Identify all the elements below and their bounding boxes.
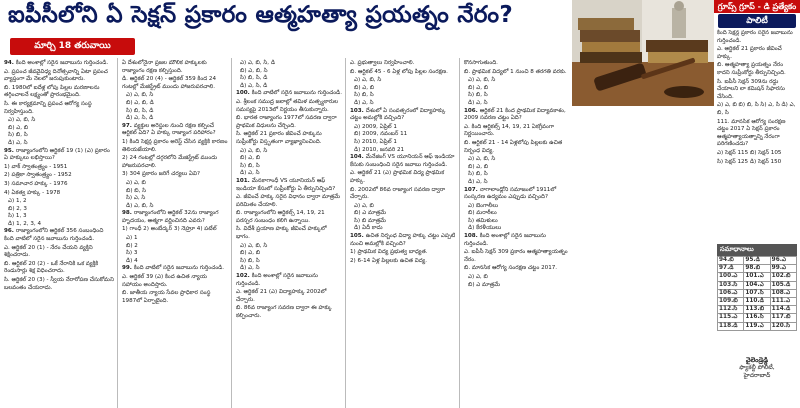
answer-cell: 115.ఎ (718, 314, 744, 322)
question-number: 105. (350, 233, 366, 240)
statement: 2) పత్రికా స్వాతంత్ర్యం - 1952 (4, 172, 72, 179)
answer-cell: 102.బి (770, 273, 796, 281)
question-text: ఉచిత నిర్బంధ విద్యా హక్కు చట్టం ఎప్పటి నుంచి అమల్లోకి వచ్చింది? (350, 233, 456, 247)
statement: ఎ. ఆర్టికల్ 39 (ఎ) కింద ఉచిత న్యాయ సహాయం అందిస్తారు. (122, 274, 207, 288)
question-text: రాజ్యాంగంలోని ఆర్టికల్ 356 సంబంధించి కింది వాటిలో సరైన జవాబును గుర్తించండి. (4, 228, 104, 243)
gavel-books-photo (572, 0, 714, 106)
right-sidebar (714, 0, 800, 408)
question-text: కింది వాటిలో సరైన జవాబును గుర్తించండి. (251, 90, 342, 97)
question (4, 228, 114, 243)
statement: సి. ఆర్టికల్ 21 ప్రకారం జీవించే హక్కును సుప్రీంకోర్టు విస్తృతంగా వ్యాఖ్యానించింది. (236, 131, 322, 145)
question-number: 106. (464, 107, 480, 114)
answer-cell: 103.సి (718, 281, 744, 289)
statement: బి. రాజ్యాంగంలోని ఆర్టికల్స్ 14, 19, 21 పరస్పర సంబంధం కలిగి ఉన్నాయి. (236, 210, 325, 224)
statement: సి. ఆర్టికల్ 20 (3) - స్వీయ నేరారోపణ చేసుకోమని బలవంతం చేయరాదు. (4, 277, 114, 291)
statement: ఎ. శ్రీలంక సముద్ర జలాల్లో తమిళ మత్స్యకారుల సమస్యపై 2013లో నిర్ణయం తీసుకున్నారు. (236, 98, 339, 113)
answer-cell: 98.బి (744, 265, 770, 273)
answer-option: సి) బి, సి (240, 257, 260, 264)
statement: బి. మానసిక ఆరోగ్య సంరక్షణ చట్టం 2017. (464, 265, 558, 272)
answer-cell: 104.ఎ (744, 281, 770, 289)
answer-option: డి) ఎ, సి (8, 139, 28, 146)
answer-option: బి) ఎ మాత్రమే (468, 281, 501, 288)
answer-option: బి) ఎ, బి (468, 84, 489, 91)
question-number: 104. (350, 154, 366, 161)
answer-option: ఎ) ఎ, బి (354, 202, 374, 209)
page-headline: ఐపీసీలోని ఏ సెక్షన్ ప్రకారం ఆత్మహత్యా ప్రయత్నం నేరం? (8, 2, 514, 28)
answer-option: బి) 2 (126, 242, 138, 249)
answer-option: సి) బి, సి (354, 92, 374, 99)
question-text: నాగాలాండ్లోని సమాజంలో 1911లో సంస్కరణ ఉద్యమం ఎప్పుడు వచ్చింది? (464, 186, 557, 201)
author-block (714, 356, 800, 380)
answer-cell: 106.ఎ (718, 289, 744, 297)
statement: 1) గాంధీ 2) అంబేద్కర్ 3) నెహ్రూ 4) పటేల్ (122, 226, 217, 233)
statement: ఏ దేశంలోనైనా ప్రజల మౌలిక హక్కులకు రాజ్యాంగం రక్షణ కల్పిస్తుంది. (122, 60, 207, 74)
statement: ఎ. ప్రపంచ జీవవైవిధ్య దినోత్సవాన్ని ఏటా ప్రపంచ వ్యాప్తంగా మే నెలలో జరుపుకుంటారు. (4, 68, 108, 83)
answer-option: ఎ) ఎ, బి, సి, డి (240, 60, 275, 66)
author-name: వైలెండ్రెడ్డి (745, 356, 769, 364)
subject-badge: పాలిటీ (718, 14, 796, 28)
answer-option: సి) బి, సి (8, 132, 28, 139)
answer-option: బి) ఎ, బి, సి (240, 67, 268, 74)
answer-option: డి) 4 (126, 257, 138, 264)
question-text: కింది అంశాల్లో సరైన జవాబును గుర్తించండి. (236, 273, 318, 287)
question (464, 108, 569, 123)
answer-option: బి) 2009, నవంబర్ 11 (354, 131, 408, 138)
answer-option: బి) ఎ, బి (468, 163, 489, 170)
column-5 (460, 58, 572, 408)
answer-option: బి) 2, 3 (8, 205, 27, 212)
answer-option: ఎ) ఎ, బి, సి (354, 77, 382, 84)
answer-option: డి) ఎ, సి, డి (126, 115, 154, 122)
sidebar-paragraph: ఎ) ఎ, బి బి) బి, సి సి) ఎ, సి డి) ఎ, బి, సి (717, 102, 796, 116)
question (236, 273, 342, 288)
answer-option: బి) ఎ, బి, డి (126, 99, 154, 106)
author-role: ఫ్యాకల్టీ పోలిటీ, (739, 364, 775, 371)
sidebar-paragraph: సి. ఐపీసీ సెక్షన్ 309ను రద్దు చేయాలని లా కమిషన్ సిఫారసు చేసింది. (717, 78, 785, 100)
question-text: మేనకాగాంధీ VS యూనియన్ ఆఫ్ ఇండియా కేసులో సుప్రీంకోర్టు ఏ తీర్పునిచ్చింది? (236, 177, 336, 192)
answer-option: సి) 2010, ఏప్రిల్ 1 (354, 138, 397, 145)
answer-cell: 116.సి (744, 314, 770, 322)
statement: బి. ప్రాథమిక విద్యలో 1 నుంచి 8 తరగతి వరకు. (464, 68, 567, 75)
question-text: కింది వాటిలో సరైన జవాబును గుర్తించండి. (133, 265, 225, 272)
answer-option: సి) 1, 3 (8, 213, 27, 220)
answer-cell: 108.ఎ (770, 289, 796, 297)
answer-option: సి) బి, సి (240, 162, 260, 169)
answer-option: బి) ఎ, బి (354, 84, 375, 91)
question (122, 123, 228, 138)
question-number: 98. (122, 210, 134, 217)
answer-option: సి) బి, సి (468, 171, 488, 178)
question (350, 108, 456, 123)
answer-option: ఎ) బెంగాలీలు (468, 202, 499, 209)
statement: బి. 1980లో ఐదేళ్ల లోపు పిల్లల మరణాలను తగ్గించాలనే లక్ష్యంతో ప్రారంభమైంది. (4, 84, 100, 99)
question-number: 96. (4, 228, 16, 235)
answer-option: డి) ఎ, సి (468, 99, 488, 106)
column-4 (346, 58, 460, 408)
statement: ఎ. కింది ఆర్టికల్స్ 14, 19, 21 ఏకగ్రీవంగా నిర్ణయించారు. (464, 123, 554, 138)
answer-option: ఎ) 2009, ఏప్రిల్ 1 (354, 123, 397, 130)
statement: ఎ. ఆర్టికల్ 21 (ఎ) విద్యాహక్కు 2002లో చేర్చారు. (236, 289, 327, 303)
statement: బి. ఆర్టికల్ 45 - 6 ఏళ్ల లోపు పిల్లల సంరక్షణ. (350, 68, 448, 75)
question-number: 99. (122, 265, 134, 272)
question-text: రాజ్యాంగంలోని ఆర్టికల్ 19 (1) (ఎ) ప్రకారం ఏ హక్కులు లభిస్తాయి? (4, 147, 110, 162)
statement: కొనసాగుతుంది. (464, 60, 498, 66)
answer-option: డి) 1, 2, 3, 4 (8, 220, 42, 227)
answer-cell: 110.డి (744, 297, 770, 305)
answers-row (718, 289, 797, 297)
question (4, 60, 114, 68)
answer-cell: 100.ఎ (718, 273, 744, 281)
answer-option: బి) ఎ, బి (240, 155, 261, 162)
answer-option: బి) ఎ మాత్రమే (354, 210, 387, 217)
answer-option: బి) ఎ, బి (240, 250, 261, 257)
sidebar-paragraph: 111. మానసిక ఆరోగ్య సంరక్షణ చట్టం 2017 ఏ సెక్షన్ ప్రకారం ఆత్మహత్యాయత్నాన్ని నేరంగా పరిగణించదు? (717, 118, 786, 148)
statement: బి. ఆర్టికల్ 21 - 14 ఏళ్లలోపు పిల్లలకు ఉచిత నిర్బంధ విద్య. (464, 139, 563, 154)
question-number: 94. (4, 60, 16, 66)
answer-cell: 114.డి (770, 306, 796, 314)
question (122, 265, 228, 273)
answer-option: డి) ఎ, సి (240, 170, 260, 177)
author-place: హైదరాబాద్ (743, 372, 771, 379)
question-text: దేశంలో ఏ సంవత్సరంలో విద్యాహక్కు చట్టం అమల్లోకి వచ్చింది? (350, 107, 446, 122)
question (4, 148, 114, 163)
column-3 (232, 58, 346, 408)
answer-option: సి) బి, సి (468, 92, 488, 99)
answers-title: సమాధానాలు (717, 244, 797, 256)
answer-option: బి) బి, సి (126, 187, 147, 194)
question-number: 107. (464, 186, 480, 193)
statement: 1) ప్రాథమిక విద్య ప్రభుత్వ బాధ్యత. (350, 249, 428, 256)
question-text: మేనేజింగ్ VS యూనియన్ ఆఫ్ ఇండియా కేసుకు సంబంధించి సరైన జవాబు గుర్తించండి. (350, 154, 455, 168)
answer-option: ఎ) 1, 2 (8, 198, 27, 205)
answer-option: డి) ఎ, బి, సి (126, 202, 154, 209)
statement: 3) 304 ప్రకారం జరిగే చర్యలు ఏవి? (122, 171, 200, 178)
sidebar-questions (714, 28, 800, 242)
answer-option: డి) ఎ, సి, డి (240, 82, 268, 89)
answers-row (718, 281, 797, 289)
answers-row (718, 273, 797, 281)
answers-row (718, 297, 797, 305)
answer-option: బి) ఎ, బి (8, 124, 29, 131)
sidebar-paragraph: బి. ఆత్మహత్యా ప్రయత్నం నేరం కాదని సుప్రీంకోర్టు తీర్పునిచ్చింది. (717, 62, 786, 76)
answers-row (718, 322, 797, 330)
statement: సి. ఈ కార్యక్రమాన్ని ప్రపంచ ఆరోగ్య సంస్థ నిర్వహిస్తుంది. (4, 100, 92, 115)
answer-option: ఎ) ఎ, బి (126, 179, 146, 186)
sidebar-paragraph: సి) సెక్షన్ 125 డి) సెక్షన్ 150 (717, 158, 782, 165)
answers-table (717, 256, 797, 331)
question-number: 108. (464, 233, 480, 240)
sidebar-paragraph: ఎ. ఆర్టికల్ 21 ప్రకారం జీవించే హక్కు. (717, 46, 782, 60)
sidebar-paragraph: కింది సెక్షన్ల ప్రకారం సరైన జవాబును గుర్తించండి. (717, 30, 793, 44)
answer-cell: 99.ఎ (770, 265, 796, 273)
column-2 (118, 58, 232, 408)
column-1 (0, 58, 118, 408)
question (350, 233, 456, 248)
answer-cell: 107.సి (744, 289, 770, 297)
answer-option: ఎ) ఎ, బి, సి (240, 242, 268, 249)
question-text: కింది అంశాల్లో సరైన జవాబును గుర్తించండి. (15, 60, 109, 66)
answer-cell: 94.బి (718, 257, 744, 265)
statement: 2) 6-14 ఏళ్ల పిల్లలకు ఉచిత విద్య. (350, 257, 428, 264)
answers-row (718, 257, 797, 265)
answer-cell: 113.బి (744, 306, 770, 314)
answer-option: సి) తమిళులు (468, 217, 498, 224)
question-text: ఆర్టికల్ 21 కింద ప్రాథమిక విద్యావకాశం, 2009 సవరణ చట్టం ఏది? (464, 107, 566, 122)
statement: ఎ. జీవించే హక్కు సరైన విధానం ద్వారా మాత్రమే పరిమితం చేయాలి. (236, 194, 341, 208)
answer-cell: 109.బి (718, 297, 744, 305)
question-columns (0, 58, 572, 408)
answers-row (718, 314, 797, 322)
answer-cell: 117.బి (770, 314, 796, 322)
statement: 1) కింది సెక్షన్ల ప్రకారం అరెస్ట్ చేసిన వ్యక్తికి కారణం తెలియజేయాలి. (122, 138, 228, 153)
answer-option: ఎ) ఎ, బి, సి (240, 147, 268, 154)
answer-cell: 111.ఎ (770, 297, 796, 305)
answer-cell: 118.డి (718, 322, 744, 330)
answer-option: ఎ) ఎ, బి, సి (468, 77, 496, 84)
answer-option: ఎ) ఎ, బి, సి (8, 117, 36, 124)
statement: బి. 2002లో 86వ రాజ్యాంగ సవరణ ద్వారా చేర్చారు. (350, 186, 446, 201)
answer-option: సి) 3 (126, 250, 138, 257)
answer-option: సి) బి మాత్రమే (354, 217, 386, 224)
question (350, 154, 456, 169)
answers-row (718, 306, 797, 314)
answer-cell: 112.సి (718, 306, 744, 314)
answer-option: సి) ఎ, సి (126, 195, 146, 202)
sidebar-paragraph: ఎ) సెక్షన్ 115 బి) సెక్షన్ 105 (717, 149, 782, 156)
answer-cell: 105.డి (770, 281, 796, 289)
statement: బి. ఆర్టికల్ 20 (2) - ఒకే నేరానికి ఒక వ్యక్తికి రెండుసార్లు శిక్ష విధించరాదు. (4, 260, 99, 275)
answer-option: డి) ఎ, సి (240, 265, 260, 272)
question-number: 102. (236, 273, 252, 280)
question (236, 90, 342, 98)
question-text: వ్యక్తుల అరెస్టుల నుంచి రక్షణ కల్పించే ఆర్టికల్ ఏది? ఏ హక్కు రాజ్యాంగ పరిహారం? (122, 122, 216, 137)
statement: డి. ఆర్టికల్ 20 (4) - ఆర్టికల్ 359 కింద 24 గంటల్లో మేజిస్ట్రేట్ ముందు హాజరుపరచాలి. (122, 76, 217, 90)
question-number: 101. (236, 177, 252, 184)
answer-option: సి) బి, సి, డి (126, 107, 154, 114)
answer-option: ఎ) ఎ, బి, సి (468, 156, 496, 163)
answer-option: ఎ) ఎ, బి (468, 274, 488, 281)
question-number: 100. (236, 90, 252, 97)
statement: బి. 86వ రాజ్యాంగ సవరణ ద్వారా ఈ హక్కు కల్పించారు. (236, 305, 332, 319)
answer-option: ఎ) ఎ, బి, సి (126, 92, 154, 99)
answers-row (718, 265, 797, 273)
question (122, 210, 228, 225)
answer-option: డి) 2010, జనవరి 21 (354, 146, 405, 153)
answer-option: డి) ఎ, సి (354, 99, 374, 106)
statement: 1) వాక్ స్వాతంత్ర్యం - 1951 (4, 163, 68, 170)
answer-option: డి) కేరళీయులు (468, 225, 502, 232)
statement: సి. విదేశీ ప్రయాణ హక్కు జీవించే హక్కులో భాగం. (236, 226, 327, 241)
statement: ఎ. ఆర్టికల్ 21 (ఎ) ప్రాథమిక విద్య ప్రాథమిక హక్కు. (350, 170, 445, 184)
answer-option: డి) ఎ, సి (468, 178, 488, 185)
statement: ఎ. ప్రభుత్వాలు నిర్వహించాలి. (350, 60, 415, 66)
answer-option: సి) బి, సి, డి (240, 75, 268, 82)
section-header: గ్రూప్స్ గ్రూప్ - డి ప్రత్యేకం (714, 0, 800, 13)
question (464, 233, 569, 248)
question-number: 95. (4, 147, 16, 154)
answer-cell: 96.ఎ (770, 257, 796, 265)
question-text: రాజ్యాంగంలోని ఆర్టికల్ 32ను రాజ్యాంగ హృదయం, ఆత్మగా వర్ణించినది ఎవరు? (122, 210, 219, 224)
statement: 3) సమాచార హక్కు - 1976 (4, 180, 68, 187)
question-text: కింది అంశాల్లో సరైన జవాబును గుర్తించండి. (464, 233, 546, 247)
date-ribbon: మార్చి 18 తరువాయి (10, 38, 135, 55)
answer-cell: 119.ఎ (744, 322, 770, 330)
question-number: 103. (350, 107, 366, 114)
gavel-books-illustration (572, 0, 714, 106)
question-number: 97. (122, 122, 134, 129)
statement: ఎ. ఐపీసీ సెక్షన్ 309 ప్రకారం ఆత్మహత్యాయత్నం నేరం. (464, 249, 568, 263)
answer-cell: 120.సి (770, 322, 796, 330)
answer-cell: 101.ఎ (744, 273, 770, 281)
statement: బి. జాతీయ న్యాయ సేవల ప్రాధికార సంస్థ 1987లో ఏర్పాటైంది. (122, 290, 211, 304)
answer-option: ఎ) 1 (126, 235, 138, 242)
answer-cell: 97.డి (718, 265, 744, 273)
statement: ఎ. ఆర్టికల్ 20 (1) - నేరం చేయని వ్యక్తిని శిక్షించరాదు. (4, 244, 93, 259)
answer-cell: 95.డి (744, 257, 770, 265)
question (464, 187, 569, 202)
statement: 2) 24 గంటల్లో దగ్గరలోని మేజిస్ట్రేట్ ముందు హాజరుపరచాలి. (122, 155, 218, 169)
answer-option: డి) ఏదీ కాదు (354, 225, 383, 232)
statement: 4) ఏకత్వ హక్కు - 1978 (4, 189, 61, 196)
statement: బి. భారత రాజ్యాంగం 1977లో సవరణ ద్వారా ప్రాథమిక విధులను చేర్చింది. (236, 115, 337, 129)
question (236, 178, 342, 193)
answer-option: బి) మరాఠీలు (468, 210, 497, 217)
